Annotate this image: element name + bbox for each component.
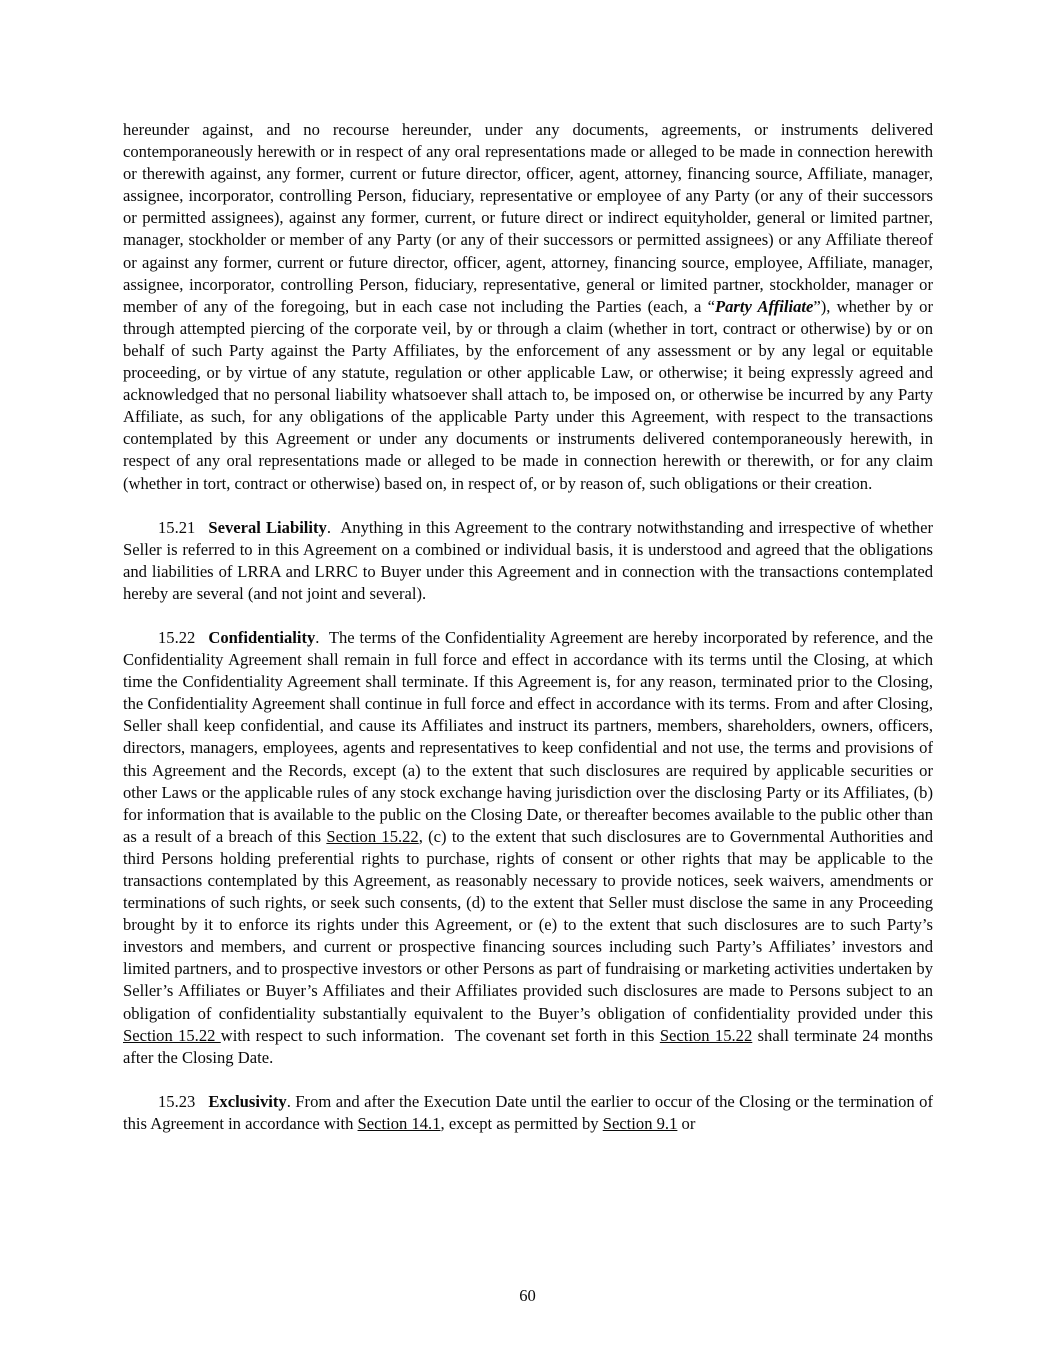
text-run: or	[677, 1113, 696, 1133]
text-run: shall terminate 24 months after the Closing Date.	[123, 1025, 933, 1067]
section-heading: Confidentiality	[208, 627, 316, 647]
text-run: . From and after the Execution Date until the earlier to occur of the Closing or the termination of this Agreement in accordance with	[123, 1091, 933, 1133]
section-number: 15.23	[158, 1091, 196, 1111]
section-ref: Section 15.22	[326, 826, 419, 846]
section-ref: Section 9.1	[602, 1113, 678, 1133]
document-body	[123, 119, 933, 1157]
section-ref: Section 14.1	[357, 1113, 441, 1133]
defined-term-party-affiliate: Party Affiliate	[714, 296, 814, 316]
section-number: 15.21	[158, 517, 196, 537]
section-number: 15.22	[158, 627, 196, 647]
text-run: with respect to such information. The covenant set forth in this	[220, 1025, 660, 1045]
page-number: 60	[519, 1286, 536, 1305]
section-15-22	[123, 627, 933, 1069]
text-run: , (c) to the extent that such disclosures are to Governmental Authorities and third Persons holding preferential rights to purchase, rights of consent or other rights that may be applicable to the transactions contemplated by this Agreement, as reasonably necessary to provide notices, seek waivers, amendments or terminations of such rights, or seek such consents, (d) to the extent that Seller must disclose the same in any Proceeding brought by it to enforce its rights under this Agreement, or (e) to the extent that such disclosures are to such Party’s investors and members, and current or prospective financing sources including such Party’s Affiliates’ investors and limited partners, and to prospective investors or other Persons as part of fundraising or marketing activities undertaken by Seller’s Affiliates or Buyer’s Affiliates and their Affiliates provided such disclosures are made to Persons subject to an obligation of confidentiality substantially equivalent to the Buyer’s obligation of confidentiality provided under this	[123, 826, 933, 1023]
section-15-21	[123, 517, 933, 605]
paragraph-no-recourse	[123, 119, 933, 495]
text-run: ”), whether by or through attempted piercing of the corporate veil, by or through a claim (whether in tort, contract or otherwise) by or on behalf of such Party against the Party Affiliates, by the enforcement of any assessment or by any legal or equitable proceeding, or by virtue of any statute, regulation or other applicable Law, or otherwise; it being expressly agreed and acknowledged that no personal liability whatsoever shall attach to, be imposed on, or otherwise be incurred by any Party Affiliate, as such, for any obligations of the applicable Party under this Agreement, with respect to the transactions contemplated by this Agreement or under any documents or instruments delivered contemporaneously herewith, in respect of any oral representations made or alleged to be made in connection herewith or therewith, or for any claim (whether in tort, contract or otherwise) based on, in respect of, or by reason of, such obligations or their creation.	[123, 296, 933, 493]
section-15-23	[123, 1091, 933, 1135]
section-heading: Several Liability	[208, 517, 327, 537]
text-run: hereunder against, and no recourse hereunder, under any documents, agreements, or instruments delivered contemporaneously herewith or in respect of any oral representations made or alleged to be made in connection herewith or therewith against, any former, current or future director, officer, agent, attorney, financing source, Affiliate, manager, assignee, incorporator, controlling Person, fiduciary, representative or employee of any Party (or any of their successors or permitted assignees), against any former, current, or future direct or indirect equityholder, general or limited partner, manager, stockholder or member of any Party (or any of their successors or permitted assignees) or any Affiliate thereof or against any former, current or future director, officer, agent, attorney, financing source, employee, Affiliate, manager, assignee, incorporator, controlling Person, fiduciary, representative, general or limited partner, stockholder, manager or member of any of the foregoing, but in each case not including the Parties (each, a “	[123, 120, 933, 316]
section-ref: Section 15.22	[659, 1025, 753, 1045]
section-heading: Exclusivity	[208, 1091, 287, 1111]
text-run: , except as permitted by	[440, 1113, 603, 1133]
section-ref: Section 15.22	[123, 1025, 221, 1045]
text-run: . Anything in this Agreement to the contrary notwithstanding and irrespective of whether Seller is referred to in this Agreement on a combined or individual basis, it is understood and agreed that the obligations and liabilities of LRRA and LRRC to Buyer under this Agreement and in connection with the transactions contemplated hereby are several (and not joint and several).	[123, 517, 933, 603]
text-run: . The terms of the Confidentiality Agreement are hereby incorporated by reference, and the Confidentiality Agreement shall remain in full force and effect in accordance with its terms until the Closing, at which time the Confidentiality Agreement shall terminate. If this Agreement is, for any reason, terminated prior to the Closing, the Confidentiality Agreement shall continue in full force and effect in accordance with its terms. From and after Closing, Seller shall keep confidential, and cause its Affiliates and instruct its partners, members, shareholders, owners, officers, directors, managers, employees, agents and representatives to keep confidential and not use, the terms and provisions of this Agreement and the Records, except (a) to the extent that such disclosures are required by applicable securities or other Laws or the applicable rules of any stock exchange having jurisdiction over the disclosing Party or its Affiliates, (b) for information that is available to the public on the Closing Date, or thereafter becomes available to the public other than as a result of a breach of this	[123, 627, 933, 846]
